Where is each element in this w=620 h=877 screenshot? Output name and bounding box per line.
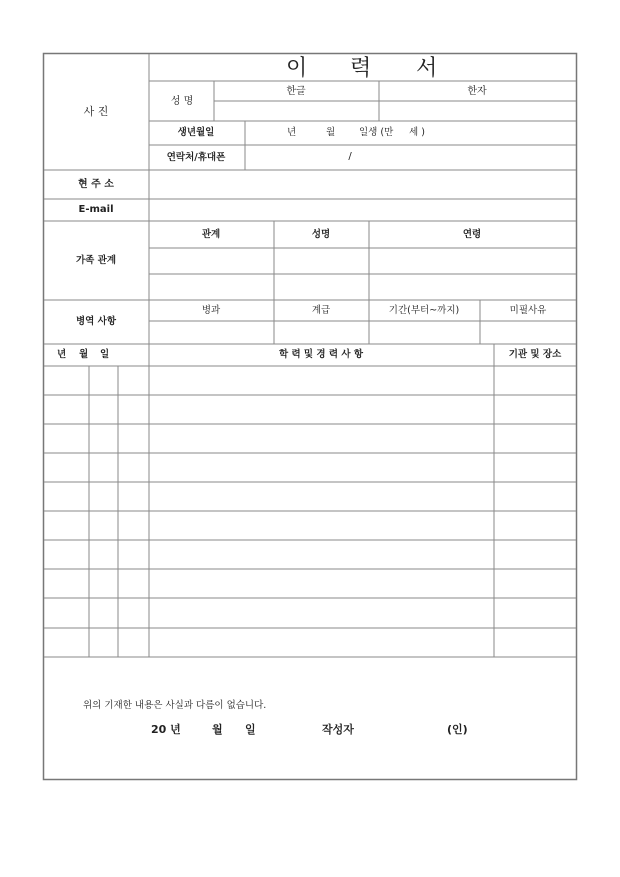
declaration-text: 위의 기재한 내용은 사실과 다름이 없습니다. bbox=[83, 700, 267, 711]
history-month-label: 월 bbox=[79, 349, 89, 360]
military-header-exemption: 미필사유 bbox=[509, 305, 547, 316]
military-header-period: 기간(부터~까지) bbox=[388, 305, 460, 316]
birth-year-unit: 년 bbox=[287, 127, 297, 138]
history-main-header: 학 력 및 경 력 사 항 bbox=[278, 349, 364, 360]
sign-year: 20 년 bbox=[151, 723, 181, 736]
military-label: 병역 사항 bbox=[75, 316, 117, 327]
birth-month-unit: 월 bbox=[326, 127, 336, 138]
birth-label: 생년월일 bbox=[177, 127, 215, 138]
address-label: 현 주 소 bbox=[78, 179, 114, 190]
name-label: 성 명 bbox=[170, 96, 194, 107]
outer-border bbox=[44, 54, 577, 780]
title-char-1: 이 bbox=[286, 56, 308, 81]
sign-writer-label: 작성자 bbox=[322, 723, 354, 736]
sign-day: 일 bbox=[245, 723, 256, 736]
sign-seal-label: (인) bbox=[447, 723, 468, 736]
history-year-label: 년 bbox=[57, 349, 67, 360]
hanja-label: 한자 bbox=[467, 86, 487, 97]
contact-separator: / bbox=[348, 151, 352, 162]
history-day-label: 일 bbox=[100, 349, 110, 360]
birth-day-age: 일생 (만 bbox=[359, 127, 394, 138]
title-char-3: 서 bbox=[416, 56, 438, 81]
hangul-label: 한글 bbox=[286, 86, 306, 97]
contact-label: 연락처/휴대폰 bbox=[166, 152, 226, 163]
military-header-rank: 계급 bbox=[311, 305, 331, 316]
family-header-age: 연령 bbox=[462, 229, 482, 240]
title-char-2: 력 bbox=[350, 56, 372, 81]
family-label: 가족 관계 bbox=[75, 255, 117, 266]
birth-age-end: 세 ) bbox=[409, 127, 425, 138]
family-header-name: 성명 bbox=[311, 229, 331, 240]
photo-label: 사 진 bbox=[83, 105, 109, 118]
military-header-branch: 병과 bbox=[201, 305, 221, 316]
sign-month: 월 bbox=[212, 723, 223, 736]
history-place-header: 기관 및 장소 bbox=[508, 349, 562, 360]
family-header-relation: 관계 bbox=[201, 229, 221, 240]
email-label: E-mail bbox=[78, 204, 114, 215]
